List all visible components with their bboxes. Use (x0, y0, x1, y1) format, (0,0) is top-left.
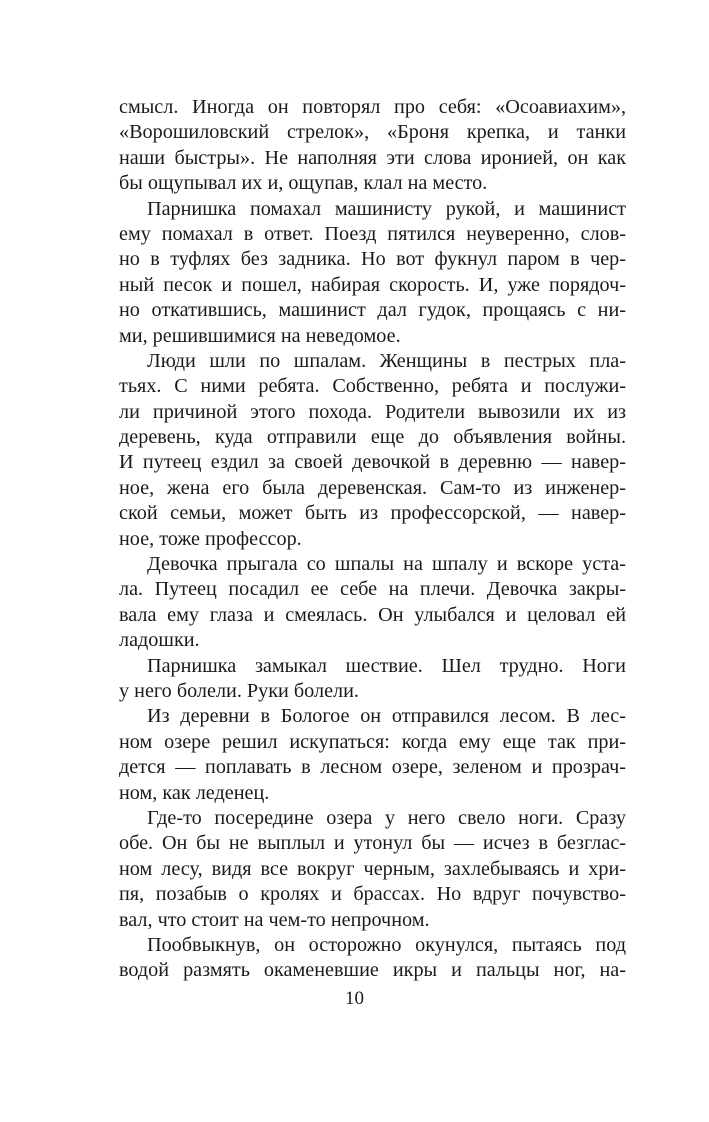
text-line: Парнишка помахал машинисту рукой, и машинист (147, 197, 626, 220)
text-line: Где-то посередине озера у него свело ноги. Сразу (147, 806, 626, 829)
text-line: пя, позабыв о кролях и брассах. Но вдруг почувство- (119, 883, 626, 906)
text-line: наши быстры». Не наполняя эти слова иронией, он как (119, 146, 626, 169)
text-line: Девочка прыгала со шпалы на шпалу и вскоре уста- (147, 553, 626, 576)
text-line: ла. Путеец посадил ее себе на плечи. Девочка закры- (119, 578, 626, 601)
text-line: Люди шли по шпалам. Женщины в пестрых пла- (147, 349, 626, 372)
page-number: 10 (345, 988, 364, 1009)
text-line: тьях. С ними ребята. Собственно, ребята и послужи- (119, 375, 626, 398)
text-line: ном, как леденец. (119, 781, 270, 804)
text-line: «Ворошиловский стрелок», «Броня крепка, и танки (119, 121, 626, 144)
text-line: вал, что стоит на чем-то непрочном. (119, 908, 430, 931)
paragraph (119, 197, 626, 349)
text-line: ное, жена его была деревенская. Сам-то из инженер- (119, 476, 626, 499)
paragraph (119, 806, 626, 933)
text-line: ное, тоже профессор. (119, 527, 302, 550)
paragraph (119, 95, 626, 197)
paragraph (119, 349, 626, 552)
text-line: ми, решившимися на неведомое. (119, 324, 401, 347)
text-line: И путеец ездил за своей девочкой в деревню — навер- (119, 451, 626, 474)
text-line: ладошки. (119, 629, 200, 652)
text-line: ном озере решил искупаться: когда ему еще так при- (119, 730, 626, 753)
text-line: ли причиной этого похода. Родители вывозили их из (119, 400, 626, 423)
paragraph (119, 933, 626, 984)
text-line: смысл. Иногда он повторял про себя: «Осоавиахим», (119, 96, 626, 118)
text-line: Из деревни в Бологое он отправился лесом. В лес- (147, 705, 626, 728)
text-line: Пообвыкнув, он осторожно окунулся, пытаясь под (147, 933, 626, 956)
text-line: Парнишка замыкал шествие. Шел трудно. Ноги (147, 654, 626, 677)
text-line: ему помахал в ответ. Поезд пятился неуверенно, слов- (119, 222, 626, 245)
paragraph (119, 654, 626, 705)
text-line: но откатившись, машинист дал гудок, прощаясь с ни- (119, 299, 626, 322)
text-line: обе. Он бы не выплыл и утонул бы — исчез в безглас- (119, 832, 626, 855)
text-line: ской семьи, может быть из профессорской, — навер- (119, 502, 626, 525)
text-line: дется — поплавать в лесном озере, зеленом и прозрач- (119, 756, 626, 779)
text-line: у него болели. Руки болели. (119, 679, 359, 702)
text-line: вала ему глаза и смеялась. Он улыбался и целовал ей (119, 603, 626, 626)
text-line: водой размять окаменевшие икры и пальцы ног, на- (119, 959, 626, 982)
text-line: ном лесу, видя все вокруг черным, захлебываясь и хри- (119, 857, 626, 880)
text-line: бы ощупывал их и, ощупав, клал на место. (119, 172, 488, 195)
body-text (119, 95, 626, 984)
text-line: но в туфлях без задника. Но вот фукнул паром в чер- (119, 248, 626, 271)
text-line: ный песок и пошел, набирая скорость. И, уже порядоч- (119, 273, 626, 296)
paragraph (119, 704, 626, 806)
paragraph (119, 552, 626, 654)
text-line: деревень, куда отправили еще до объявления войны. (119, 426, 626, 449)
